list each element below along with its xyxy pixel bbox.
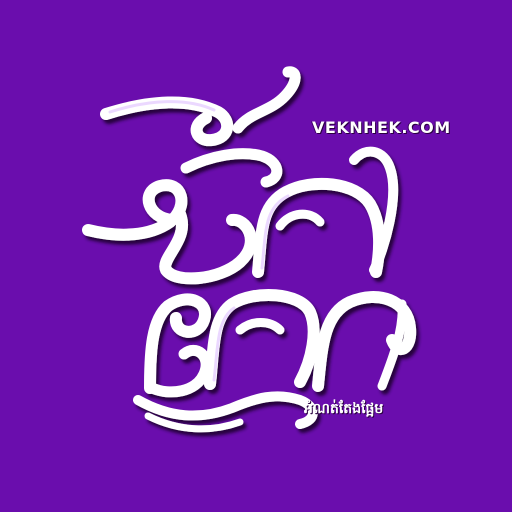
bottom-middle-inner-stroke [240, 323, 280, 331]
upper-middle-sweep-stroke [186, 154, 277, 182]
bottom-middle-arch-stroke [210, 295, 314, 384]
right-arch-tail-stroke [280, 214, 320, 226]
khmer-word-top [88, 72, 393, 279]
bottom-left-loop-stroke [150, 299, 205, 388]
brand-url: VEKNHEK.COM [312, 118, 451, 137]
bottom-right-hook-stroke [382, 304, 402, 386]
top-right-curl-stroke [238, 72, 295, 128]
tagline-text: អំណត់តែងផ្អែម [304, 401, 384, 417]
bottom-left-body-stroke [152, 350, 206, 392]
middle-s-stroke [165, 214, 251, 278]
left-loop-stroke [88, 185, 181, 235]
